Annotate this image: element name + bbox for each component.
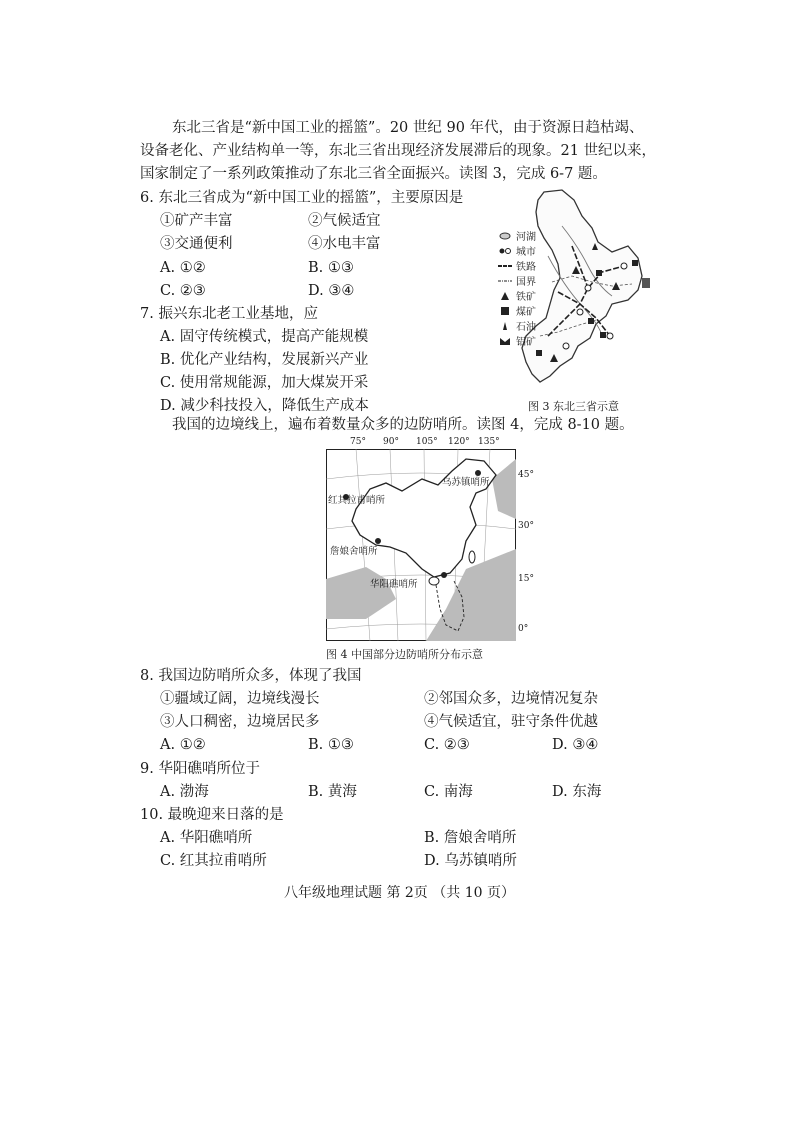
legend-border [498, 273, 536, 288]
legend-iron [498, 288, 536, 303]
q6-item-4: ④水电丰富 [308, 236, 381, 252]
q7-option-c[interactable]: C. 使用常规能源，加大煤炭开采 [160, 375, 369, 391]
intro-line-1: 东北三省是“新中国工业的摇篮”。20 世纪 90 年代，由于资源日趋枯竭、 [172, 120, 644, 136]
q7-stem: 7. 振兴东北老工业基地，应 [140, 306, 318, 322]
q9-option-a[interactable]: A. 渤海 [160, 784, 209, 800]
intro2: 我国的边境线上，遍布着数量众多的边防哨所。读图 4，完成 8-10 题。 [172, 417, 634, 433]
q8-item-3: ③人口稠密，边境居民多 [160, 714, 320, 730]
railway-icon [498, 261, 512, 271]
fig4-lon-75: 75° [350, 437, 366, 447]
aluminum-icon [498, 336, 512, 346]
legend-city-label: 城市 [516, 247, 536, 258]
legend-iron-label: 铁矿 [516, 292, 536, 303]
intro-line-3: 国家制定了一系列政策推动了东北三省全面振兴。读图 3，完成 6-7 题。 [140, 166, 607, 182]
q8-option-a[interactable]: A. ①② [160, 737, 206, 753]
q9-stem: 9. 华阳礁哨所位于 [140, 761, 260, 777]
post-label-zhanniangshe: 詹娘舍哨所 [330, 546, 378, 557]
legend-coal-label: 煤矿 [516, 307, 536, 318]
q8-stem: 8. 我国边防哨所众多，体现了我国 [140, 668, 362, 684]
q7-option-a[interactable]: A. 固守传统模式，提高产能规模 [160, 329, 369, 345]
q8-option-c[interactable]: C. ②③ [424, 737, 470, 753]
q10-option-b[interactable]: B. 詹娘舍哨所 [424, 830, 517, 846]
q10-option-a[interactable]: A. 华阳礁哨所 [160, 830, 253, 846]
q6-stem: 6. 东北三省成为“新中国工业的摇篮”，主要原因是 [140, 190, 464, 206]
q8-item-1: ①疆域辽阔，边境线漫长 [160, 691, 320, 707]
fig4-lat-30: 30° [518, 521, 534, 531]
page-footer: 八年级地理试题 第 2页 （共 10 页） [284, 885, 515, 901]
q6-option-c[interactable]: C. ②③ [160, 283, 206, 299]
legend-aluminum-label: 铝矿 [516, 337, 536, 348]
post-label-hongqilafu: 红其拉甫哨所 [328, 495, 386, 506]
q10-option-c[interactable]: C. 红其拉甫哨所 [160, 853, 267, 869]
post-label-huayangjiao: 华阳礁哨所 [370, 579, 418, 590]
q6-item-3: ③交通便利 [160, 236, 233, 252]
q8-option-d[interactable]: D. ③④ [552, 737, 599, 753]
fig3-caption: 图 3 东北三省示意 [528, 400, 619, 413]
legend-city [498, 243, 536, 258]
legend-railway [498, 258, 536, 273]
q8-option-b[interactable]: B. ①③ [308, 737, 354, 753]
q6-option-b[interactable]: B. ①③ [308, 260, 354, 276]
iron-ore-icon [498, 291, 512, 301]
q9-option-b[interactable]: B. 黄海 [308, 784, 357, 800]
q10-option-d[interactable]: D. 乌苏镇哨所 [424, 853, 517, 869]
q7-option-b[interactable]: B. 优化产业结构，发展新兴产业 [160, 352, 369, 368]
fig4-lon-90: 90° [383, 437, 399, 447]
legend-lake [498, 228, 536, 243]
fig4-caption: 图 4 中国部分边防哨所分布示意 [326, 648, 483, 661]
city-icon [498, 246, 512, 256]
coal-icon [498, 306, 512, 316]
legend-border-label: 国界 [516, 277, 536, 288]
q6-option-a[interactable]: A. ①② [160, 260, 206, 276]
q6-item-1: ①矿产丰富 [160, 213, 233, 229]
intro-line-2: 设备老化、产业结构单一等，东北三省出现经济发展滞后的现象。21 世纪以来， [140, 143, 657, 159]
q8-item-2: ②邻国众多，边境情况复杂 [424, 691, 598, 707]
q9-option-d[interactable]: D. 东海 [552, 784, 602, 800]
q6-item-2: ②气候适宜 [308, 213, 381, 229]
legend-oil [498, 318, 536, 333]
fig4-lat-0: 0° [518, 624, 529, 634]
legend-coal [498, 303, 536, 318]
q6-option-d[interactable]: D. ③④ [308, 283, 355, 299]
q9-option-c[interactable]: C. 南海 [424, 784, 473, 800]
legend-lake-label: 河湖 [516, 232, 536, 243]
fig4-lon-105: 105° [416, 437, 438, 447]
q7-option-d[interactable]: D. 减少科技投入，降低生产成本 [160, 398, 369, 414]
legend-railway-label: 铁路 [516, 262, 536, 273]
border-icon [498, 276, 512, 286]
fig4-lon-120: 120° [448, 437, 470, 447]
legend-aluminum [498, 333, 536, 348]
fig4-lat-15: 15° [518, 574, 534, 584]
fig4-lat-45: 45° [518, 470, 534, 480]
fig4-lon-135: 135° [478, 437, 500, 447]
q10-stem: 10. 最晚迎来日落的是 [140, 807, 284, 823]
legend-oil-label: 石油 [516, 322, 536, 333]
q8-item-4: ④气候适宜，驻守条件优越 [424, 714, 598, 730]
lake-icon [498, 231, 512, 241]
oil-icon [498, 321, 512, 331]
post-label-wusuzhen: 乌苏镇哨所 [442, 477, 490, 488]
